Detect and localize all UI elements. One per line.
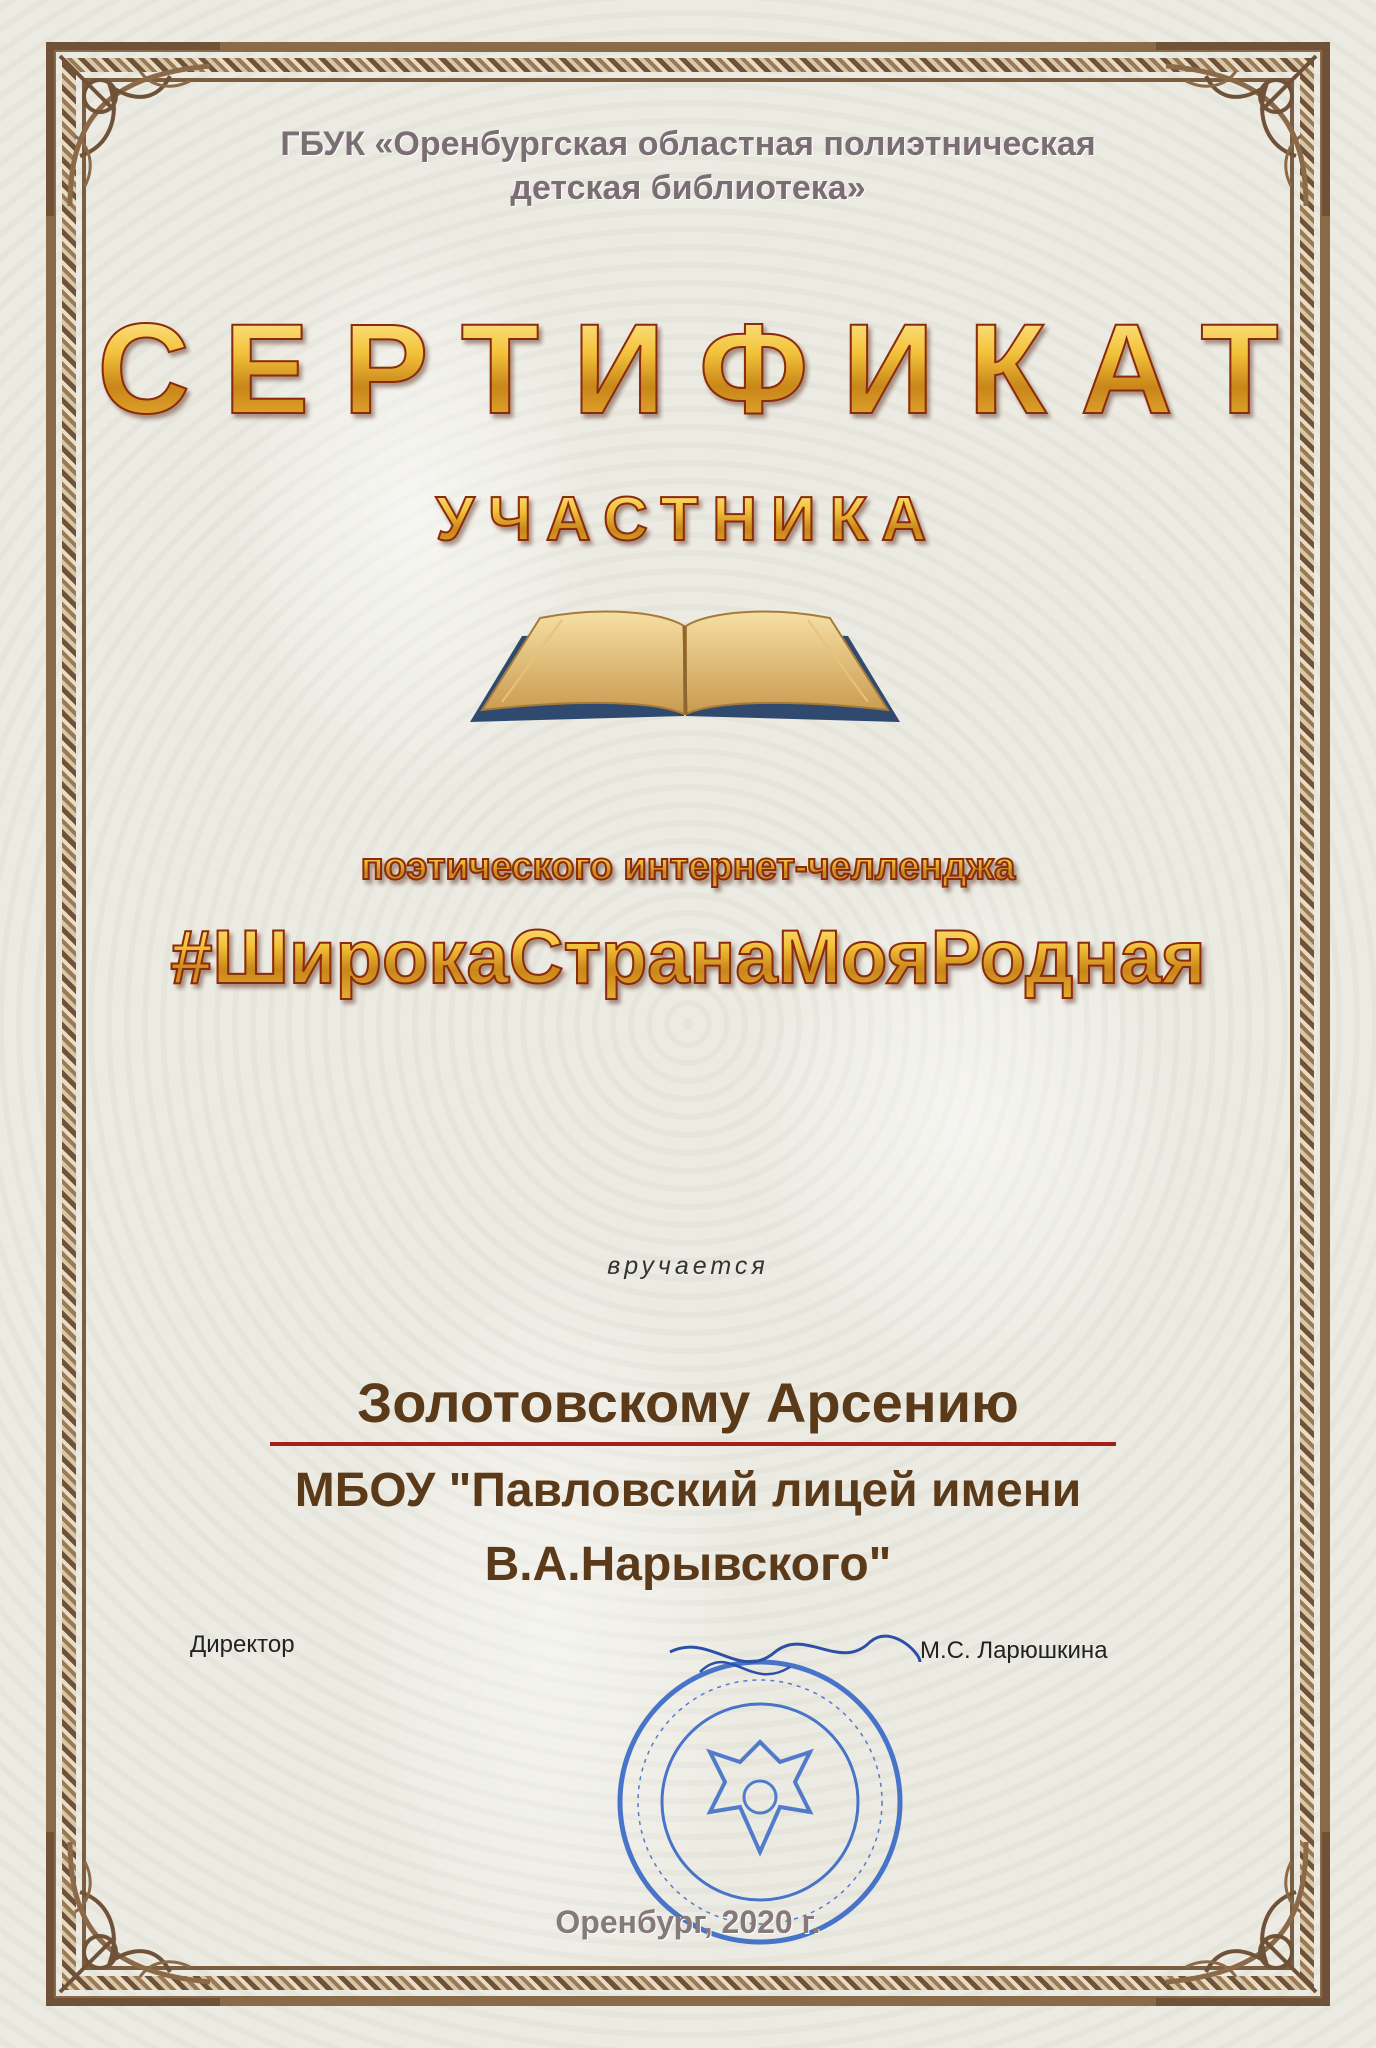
official-stamp-icon — [590, 1612, 930, 1952]
presented-to-label: вручается — [607, 1252, 769, 1280]
recipient-name: Золотовскому Арсению — [357, 1371, 1019, 1434]
open-book-icon — [462, 596, 908, 736]
signature-position: Директор — [190, 1631, 295, 1658]
recipient-underline — [270, 1442, 1116, 1446]
signature-name: М.С. Ларюшкина — [920, 1637, 1108, 1664]
certificate-subtitle: УЧАСТНИКА — [0, 480, 1376, 560]
organization-name-line-1: ГБУК «Оренбургская областная полиэтническая — [280, 125, 1096, 163]
place-and-date: Оренбург, 2020 г. — [555, 1904, 821, 1940]
recipient-school-line-2: В.А.Нарывского" — [484, 1538, 892, 1591]
certificate-title: СЕРТИФИКАТ — [0, 300, 1376, 440]
event-hashtag: #ШирокаСтранаМояРодная — [0, 908, 1376, 1008]
event-description: поэтического интернет-челленджа — [0, 842, 1376, 892]
recipient-school-line-1: МБОУ "Павловский лицей имени — [294, 1464, 1082, 1517]
organization-name-line-2: детская библиотека» — [510, 169, 866, 207]
